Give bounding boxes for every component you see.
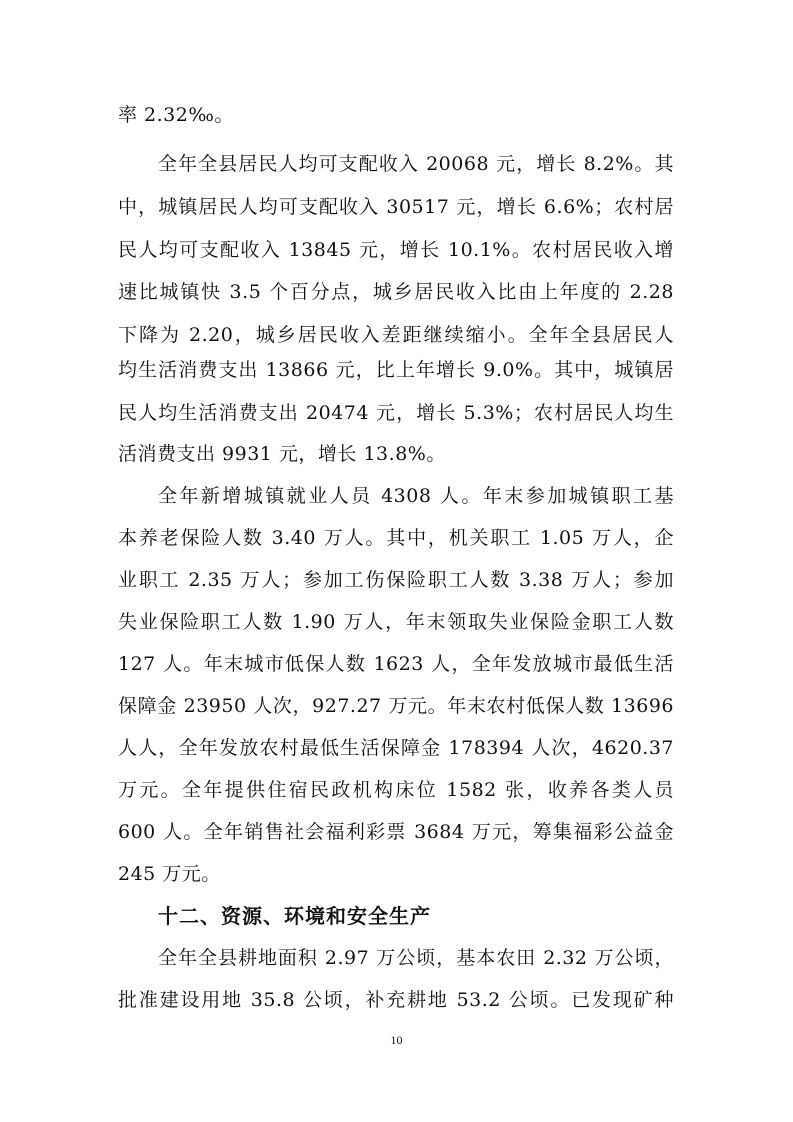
paragraph-line: 人人，全年发放农村最低生活保障金 178394 人次，4620.37 [118,737,674,759]
paragraph-line: 率 2.32‰。 [118,104,234,126]
paragraph-line: 批准建设用地 35.8 公顷，补充耕地 53.2 公顷。已发现矿种 [118,989,674,1011]
paragraph-line: 均生活消费支出 13866 元，比上年增长 9.0%。其中，城镇居 [118,359,674,381]
paragraph-line: 保障金 23950 人次，927.27 万元。年末农村低保人数 13696 [118,695,674,717]
paragraph-line: 600 人。全年销售社会福利彩票 3684 万元，筹集福彩公益金 [118,821,674,843]
paragraph-line: 245 万元。 [118,863,221,885]
paragraph-line: 失业保险职工人数 1.90 万人，年末领取失业保险金职工人数 [118,611,674,633]
paragraph-line: 速比城镇快 3.5 个百分点，城乡居民收入比由上年度的 2.28 [118,281,674,303]
paragraph-line: 全年全县耕地面积 2.97 万公顷，基本农田 2.32 万公顷， [158,947,674,969]
paragraph-line: 本养老保险人数 3.40 万人。其中，机关职工 1.05 万人，企 [118,527,674,549]
paragraph-line: 活消费支出 9931 元，增长 13.8%。 [118,443,446,465]
paragraph-line: 中，城镇居民人均可支配收入 30517 元，增长 6.6%；农村居 [118,196,674,218]
page-number: 10 [390,1033,403,1047]
paragraph-line: 127 人。年末城市低保人数 1623 人，全年发放城市最低生活 [118,653,674,675]
paragraph-line: 业职工 2.35 万人；参加工伤保险职工人数 3.38 万人；参加 [118,569,674,591]
paragraph-line: 全年全县居民人均可支配收入 20068 元，增长 8.2%。其 [158,153,674,175]
paragraph-line: 万元。全年提供住宿民政机构床位 1582 张，收养各类人员 [118,779,674,801]
section-heading: 十二、资源、环境和安全生产 [158,904,431,928]
paragraph-line: 全年新增城镇就业人员 4308 人。年末参加城镇职工基 [158,485,674,507]
paragraph-line: 民人均生活消费支出 20474 元，增长 5.3%；农村居民人均生 [118,402,674,424]
paragraph-line: 民人均可支配收入 13845 元，增长 10.1%。农村居民收入增 [118,239,674,261]
paragraph-line: 下降为 2.20，城乡居民收入差距继续缩小。全年全县居民人 [118,324,674,346]
